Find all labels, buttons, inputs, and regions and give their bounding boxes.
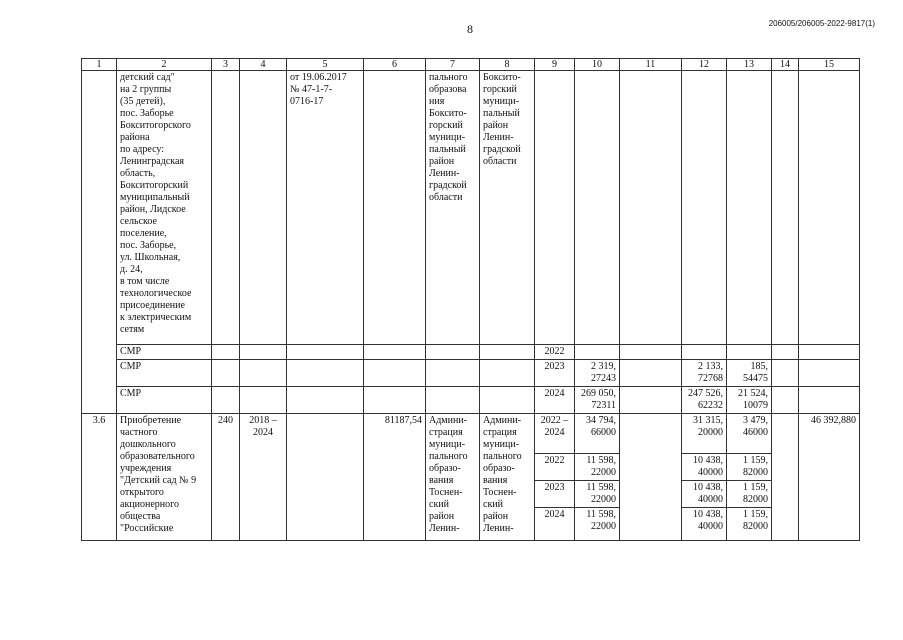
page-number: 8	[467, 22, 473, 36]
year-cell: 2023	[535, 360, 575, 387]
municipality-cell: Боксито- горский муници- пальный район Ленин- градской области	[480, 71, 535, 345]
total-cell: 11 598, 22000	[575, 454, 620, 481]
total-cell: 2 319, 27243	[575, 360, 620, 387]
permit-cell	[287, 360, 364, 387]
header-cell: 4	[240, 59, 287, 71]
regional-cell: 2 133, 72768	[682, 360, 727, 387]
regional-cell: 10 438, 40000	[682, 454, 727, 481]
federal-cell	[620, 387, 682, 414]
capacity-cell	[212, 345, 240, 360]
permit-cell	[287, 345, 364, 360]
cost-cell: 81187,54	[364, 414, 426, 541]
item-number-cell: 3.6	[82, 414, 117, 541]
year-cell: 2022	[535, 454, 575, 481]
municipality-cell	[480, 360, 535, 387]
local-cell	[727, 345, 772, 360]
local-cell: 1 159, 82000	[727, 481, 772, 508]
balance-cell: 46 392,880	[799, 414, 860, 541]
balance-cell	[799, 345, 860, 360]
permit-cell: от 19.06.2017 № 47-1-7- 0716-17	[287, 71, 364, 345]
regional-cell	[682, 345, 727, 360]
capacity-cell	[212, 71, 240, 345]
header-row	[82, 59, 860, 71]
header-cell: 9	[535, 59, 575, 71]
object-name-cell: СМР	[117, 387, 212, 414]
header-cell: 14	[772, 59, 799, 71]
federal-cell	[620, 414, 682, 541]
object-name-cell: детский сад" на 2 группы (35 детей), пос. Заборье Бокситогорского района по адресу: Ленинградская область, Бокситогорский муниципальный район, Лидское сельское поселение, пос. Заборье, ул. Школьная, д. 24, в том числе технологическое присоединение к электрическим сетям	[117, 71, 212, 345]
total-cell: 11 598, 22000	[575, 481, 620, 508]
program-table	[81, 58, 860, 541]
year-cell: 2024	[535, 387, 575, 414]
total-cell: 11 598, 22000	[575, 508, 620, 541]
table-row	[82, 414, 860, 454]
item-number-cell	[82, 71, 117, 414]
object-name-cell: СМР	[117, 345, 212, 360]
header-cell: 12	[682, 59, 727, 71]
local-cell: 1 159, 82000	[727, 454, 772, 481]
local-cell: 185, 54475	[727, 360, 772, 387]
capacity-cell: 240	[212, 414, 240, 541]
customer-cell	[426, 360, 480, 387]
municipality-cell: Админи- страция муници- пального образо- вания Тоснен- ский район Ленин-	[480, 414, 535, 541]
header-cell: 6	[364, 59, 426, 71]
other-cell	[772, 360, 799, 387]
regional-cell: 31 315, 20000	[682, 414, 727, 454]
header-cell: 7	[426, 59, 480, 71]
year-cell: 2024	[535, 508, 575, 541]
period-cell: 2018 – 2024	[240, 414, 287, 541]
customer-cell: Админи- страция муници- пального образо- вания Тоснен- ский район Ленин-	[426, 414, 480, 541]
period-cell	[240, 71, 287, 345]
table-row	[82, 387, 860, 414]
balance-cell	[799, 360, 860, 387]
year-cell: 2023	[535, 481, 575, 508]
total-cell: 269 050, 72311	[575, 387, 620, 414]
capacity-cell	[212, 387, 240, 414]
customer-cell	[426, 345, 480, 360]
customer-cell	[426, 387, 480, 414]
period-cell	[240, 345, 287, 360]
local-cell: 1 159, 82000	[727, 508, 772, 541]
local-cell: 21 524, 10079	[727, 387, 772, 414]
header-cell: 8	[480, 59, 535, 71]
header-cell: 2	[117, 59, 212, 71]
regional-cell: 10 438, 40000	[682, 481, 727, 508]
header-cell: 5	[287, 59, 364, 71]
customer-cell: пального образова ния Боксито- горский муници- пальный район Ленин- градской области	[426, 71, 480, 345]
permit-cell	[287, 387, 364, 414]
other-cell	[772, 345, 799, 360]
federal-cell	[620, 345, 682, 360]
table-row	[82, 360, 860, 387]
object-name-cell: СМР	[117, 360, 212, 387]
total-cell: 34 794, 66000	[575, 414, 620, 454]
period-cell	[240, 387, 287, 414]
header-cell: 10	[575, 59, 620, 71]
cost-cell	[364, 387, 426, 414]
object-name-cell: Приобретение частного дошкольного образовательного учреждения "Детский сад № 9 открытого акционерного общества "Российские	[117, 414, 212, 541]
year-cell: 2022 – 2024	[535, 414, 575, 454]
other-cell	[772, 71, 799, 345]
cost-cell	[364, 71, 426, 345]
year-cell: 2022	[535, 345, 575, 360]
year-cell	[535, 71, 575, 345]
total-cell	[575, 345, 620, 360]
balance-cell	[799, 71, 860, 345]
local-cell	[727, 71, 772, 345]
header-cell: 3	[212, 59, 240, 71]
regional-cell	[682, 71, 727, 345]
period-cell	[240, 360, 287, 387]
header-cell: 1	[82, 59, 117, 71]
other-cell	[772, 414, 799, 541]
balance-cell	[799, 387, 860, 414]
cost-cell	[364, 360, 426, 387]
capacity-cell	[212, 360, 240, 387]
municipality-cell	[480, 345, 535, 360]
table-row	[82, 345, 860, 360]
other-cell	[772, 387, 799, 414]
table-row	[82, 71, 860, 345]
header-cell: 13	[727, 59, 772, 71]
local-cell: 3 479, 46000	[727, 414, 772, 454]
regional-cell: 10 438, 40000	[682, 508, 727, 541]
total-cell	[575, 71, 620, 345]
regional-cell: 247 526, 62232	[682, 387, 727, 414]
document-id: 206005/206005-2022-9817(1)	[768, 19, 875, 28]
header-cell: 11	[620, 59, 682, 71]
cost-cell	[364, 345, 426, 360]
municipality-cell	[480, 387, 535, 414]
federal-cell	[620, 360, 682, 387]
header-cell: 15	[799, 59, 860, 71]
federal-cell	[620, 71, 682, 345]
permit-cell	[287, 414, 364, 541]
